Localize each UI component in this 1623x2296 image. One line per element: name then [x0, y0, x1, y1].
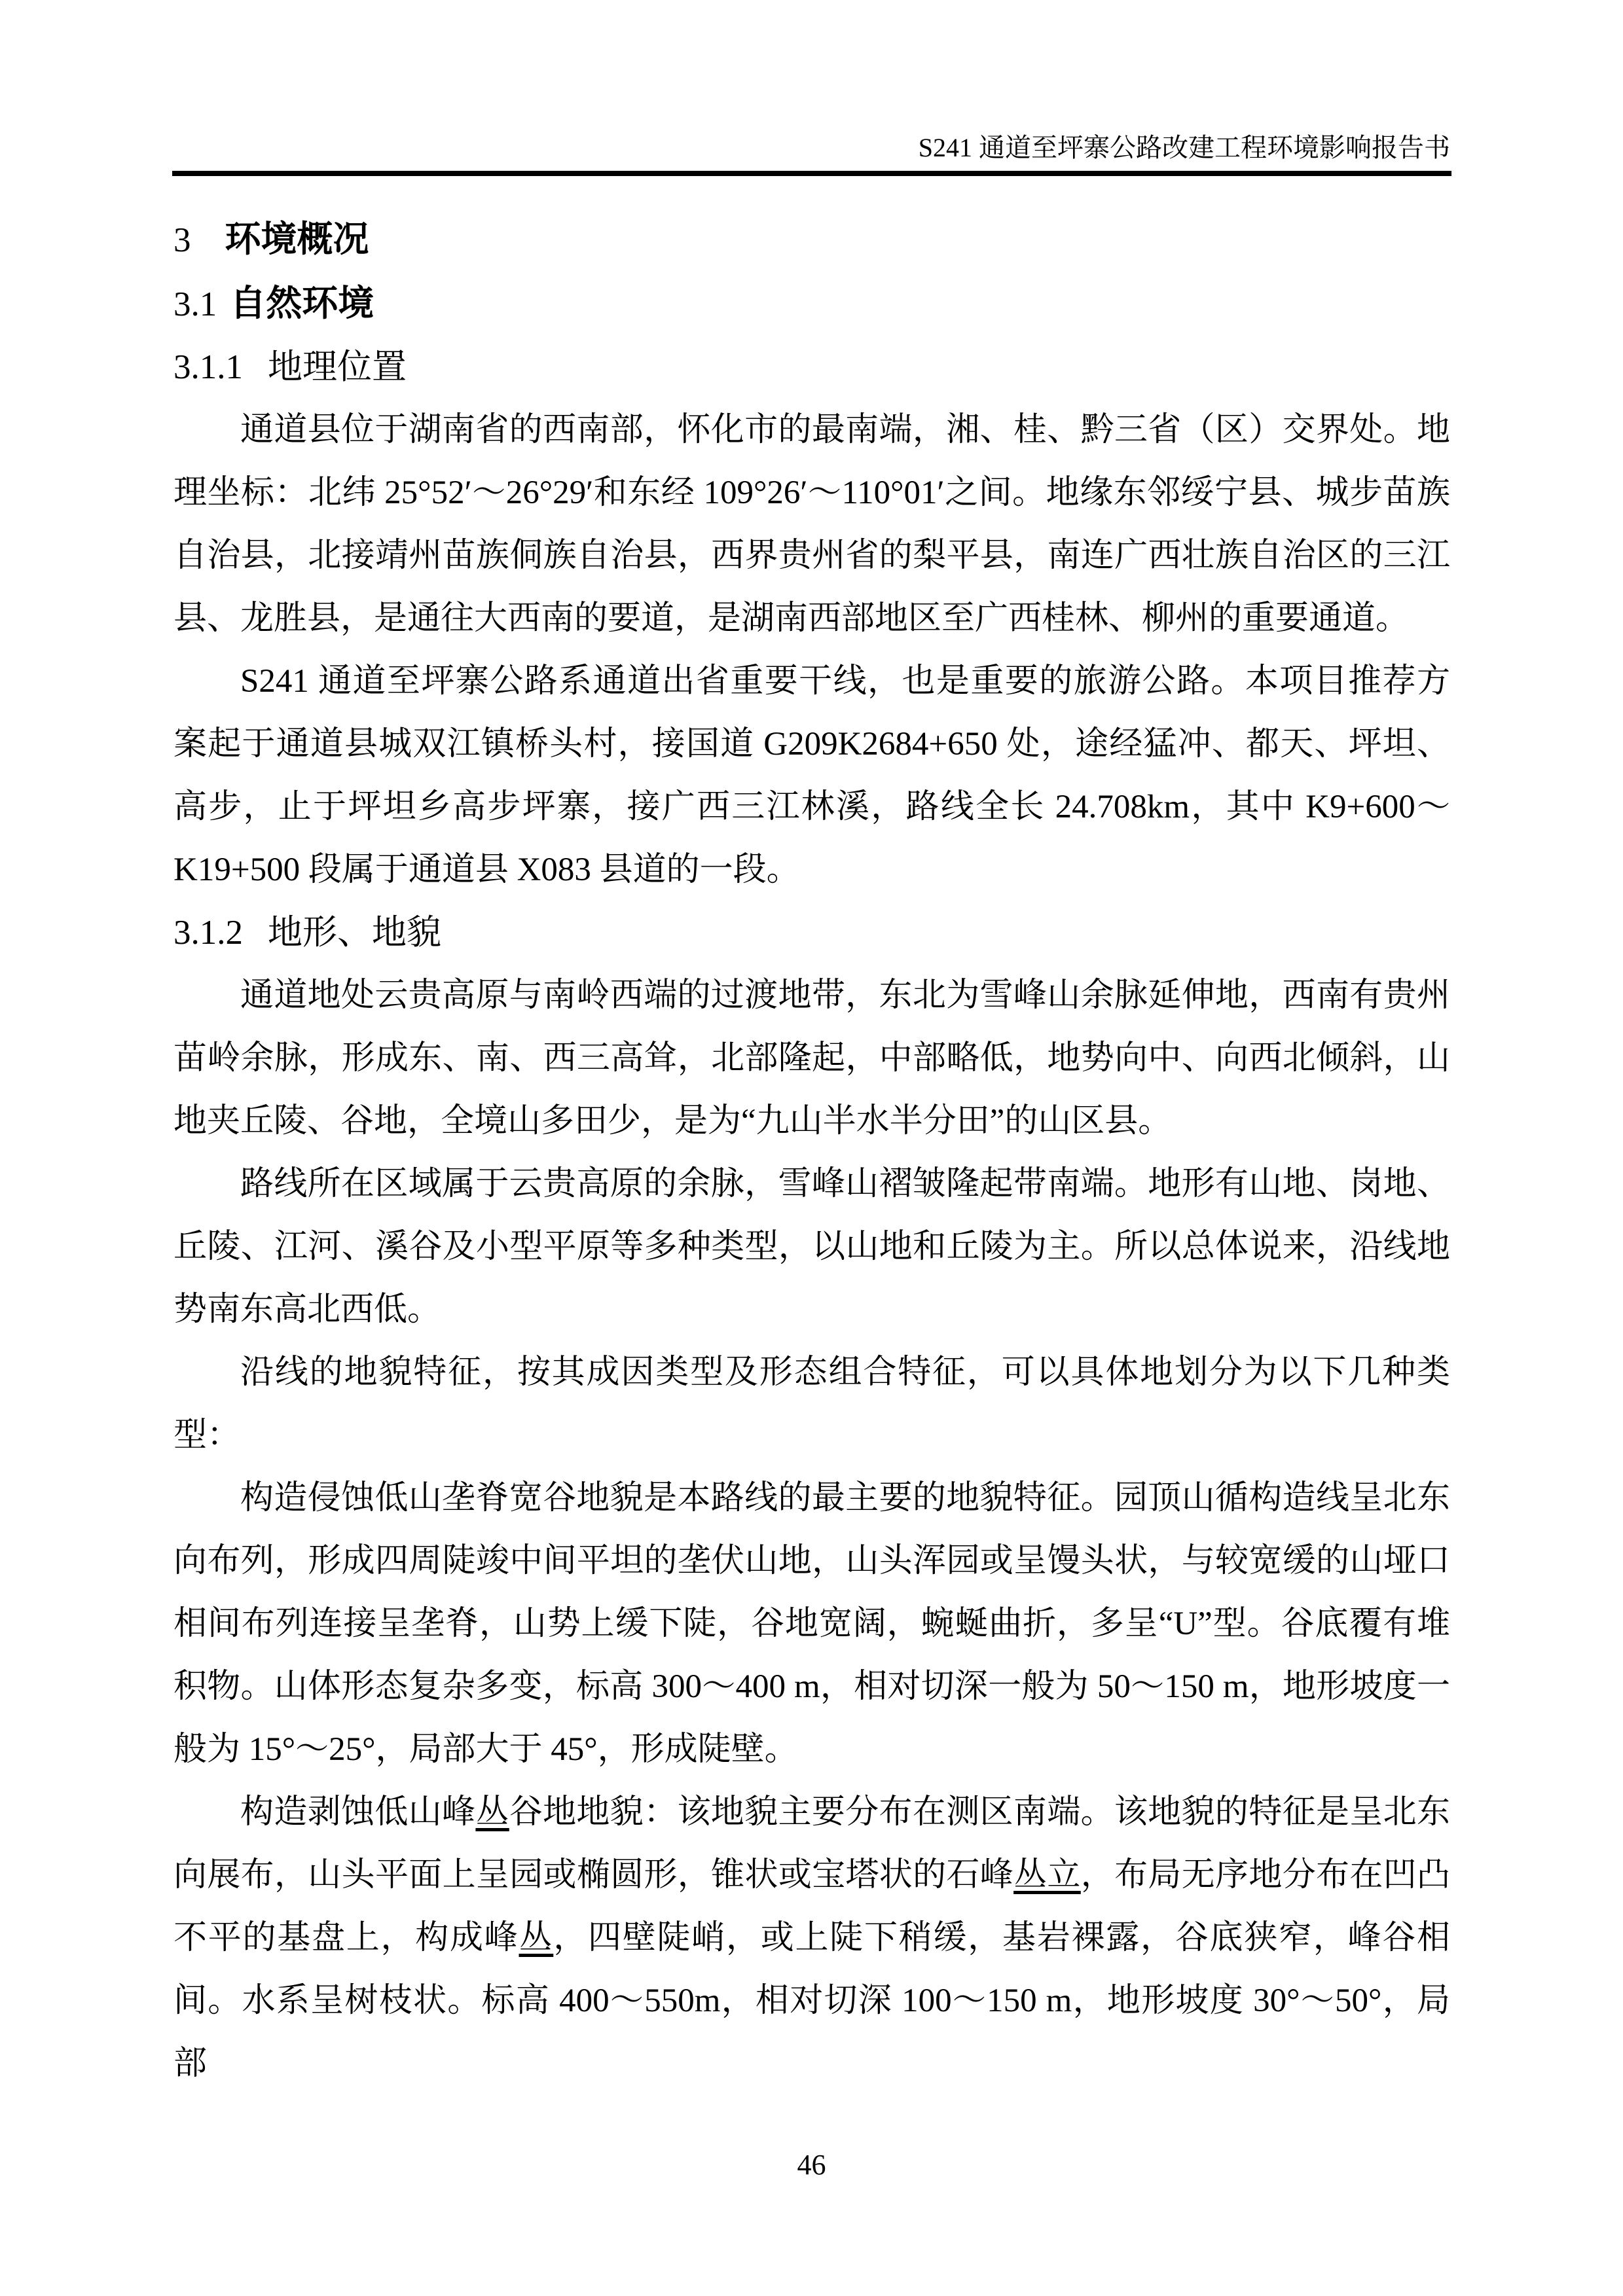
heading-number: 3.1.2: [173, 914, 243, 952]
heading-3-1-2-terrain-landform: [173, 901, 1450, 964]
heading-3-1-natural-environment: [173, 272, 1450, 336]
text-segment: ，四壁陡峭，或上陡下稍缓，基岩裸露，谷底狭窄，峰谷相间。水系呈树枝状。标高 400～550m，相对切深 100～150 m，地形坡度 30°～50°，局部: [173, 1920, 1450, 2082]
paragraph-terrain-1: 通道地处云贵高原与南岭西端的过渡地带，东北为雪峰山余脉延伸地，西南有贵州苗岭余脉，形成东、南、西三高耸，北部隆起，中部略低，地势向中、向西北倾斜，山地夹丘陵、谷地，全境山多田少，是为“九山半水半分田”的山区县。: [173, 977, 1450, 1139]
heading-title: 自然环境: [230, 283, 374, 323]
heading-title: 环境概况: [225, 219, 369, 259]
text-segment: 构造剥蚀低山峰: [240, 1794, 476, 1831]
underlined-text-segment: 丛: [475, 1794, 509, 1831]
page-header-title: S241 通道至坪寨公路改建工程环境影响报告书: [918, 133, 1450, 162]
paragraph-landform-intro: 沿线的地貌特征，按其成因类型及形态组合特征，可以具体地划分为以下几种类型：: [173, 1354, 1450, 1454]
heading-number: 3.1.1: [173, 348, 243, 386]
paragraph-location-1: 通道县位于湖南省的西南部，怀化市的最南端，湘、桂、黔三省（区）交界处。地理坐标：北纬 25°52′～26°29′和东经 109°26′～110°01′之间。地缘东邻绥宁县、城步苗族自治县，北接靖州苗族侗族自治县，西界贵州省的梨平县，南连广西壮族自治区的三江县、龙胜县，是通往大西南的要道，是湖南西部地区至广西桂林、柳州的重要通道。: [173, 412, 1450, 637]
page-number: 46: [797, 2149, 826, 2181]
text-segment: ，布局无序地分布在凹凸不平的基盘上，构成峰: [173, 1857, 1450, 1956]
heading-number: 3: [173, 221, 191, 259]
underlined-text-segment: 丛: [519, 1920, 554, 1956]
paragraph-terrain-2: 路线所在区域属于云贵高原的余脉，雪峰山褶皱隆起带南端。地形有山地、岗地、丘陵、江河、溪谷及小型平原等多种类型，以山地和丘陵为主。所以总体说来，沿线地势南东高北西低。: [173, 1166, 1450, 1328]
paragraph-landform-type-2: [173, 1781, 1450, 2095]
paragraph-route-overview: S241 通道至坪寨公路系通道出省重要干线，也是重要的旅游公路。本项目推荐方案起于通道县城双江镇桥头村，接国道 G209K2684+650 处，途经猛冲、都天、坪坦、高步，止于坪坦乡高步坪寨，接广西三江林溪，路线全长 24.708km，其中 K9+600～K19+500 段属于通道县 X083 县道的一段。: [173, 663, 1450, 888]
header-rule: [172, 171, 1451, 176]
text-segment: 谷地地貌：该地貌主要分布在测区南端。该地貌的特征是呈北东向展布，山头平面上呈园或椭圆形，锥状或宝塔状的石峰: [173, 1794, 1450, 1893]
heading-title: 地形、地貌: [268, 914, 441, 952]
heading-3-1-1-geographic-location: [173, 336, 1450, 399]
paragraph-landform-type-1: 构造侵蚀低山垄脊宽谷地貌是本路线的最主要的地貌特征。园顶山循构造线呈北东向布列，形成四周陡竣中间平坦的垄伏山地，山头浑园或呈馒头状，与较宽缓的山垭口相间布列连接呈垄脊，山势上缓下陡，谷地宽阔，蜿蜒曲折，多呈“U”型。谷底覆有堆积物。山体形态复杂多变，标高 300～400 m，相对切深一般为 50～150 m，地形坡度一般为 15°～25°，局部大于 45°，形成陡壁。: [173, 1480, 1450, 1768]
heading-3-environment-overview: [173, 207, 1450, 272]
heading-number: 3.1: [173, 285, 217, 323]
underlined-text-segment: 丛立: [1013, 1857, 1081, 1893]
heading-title: 地理位置: [268, 348, 407, 386]
document-body: [173, 207, 1450, 2095]
